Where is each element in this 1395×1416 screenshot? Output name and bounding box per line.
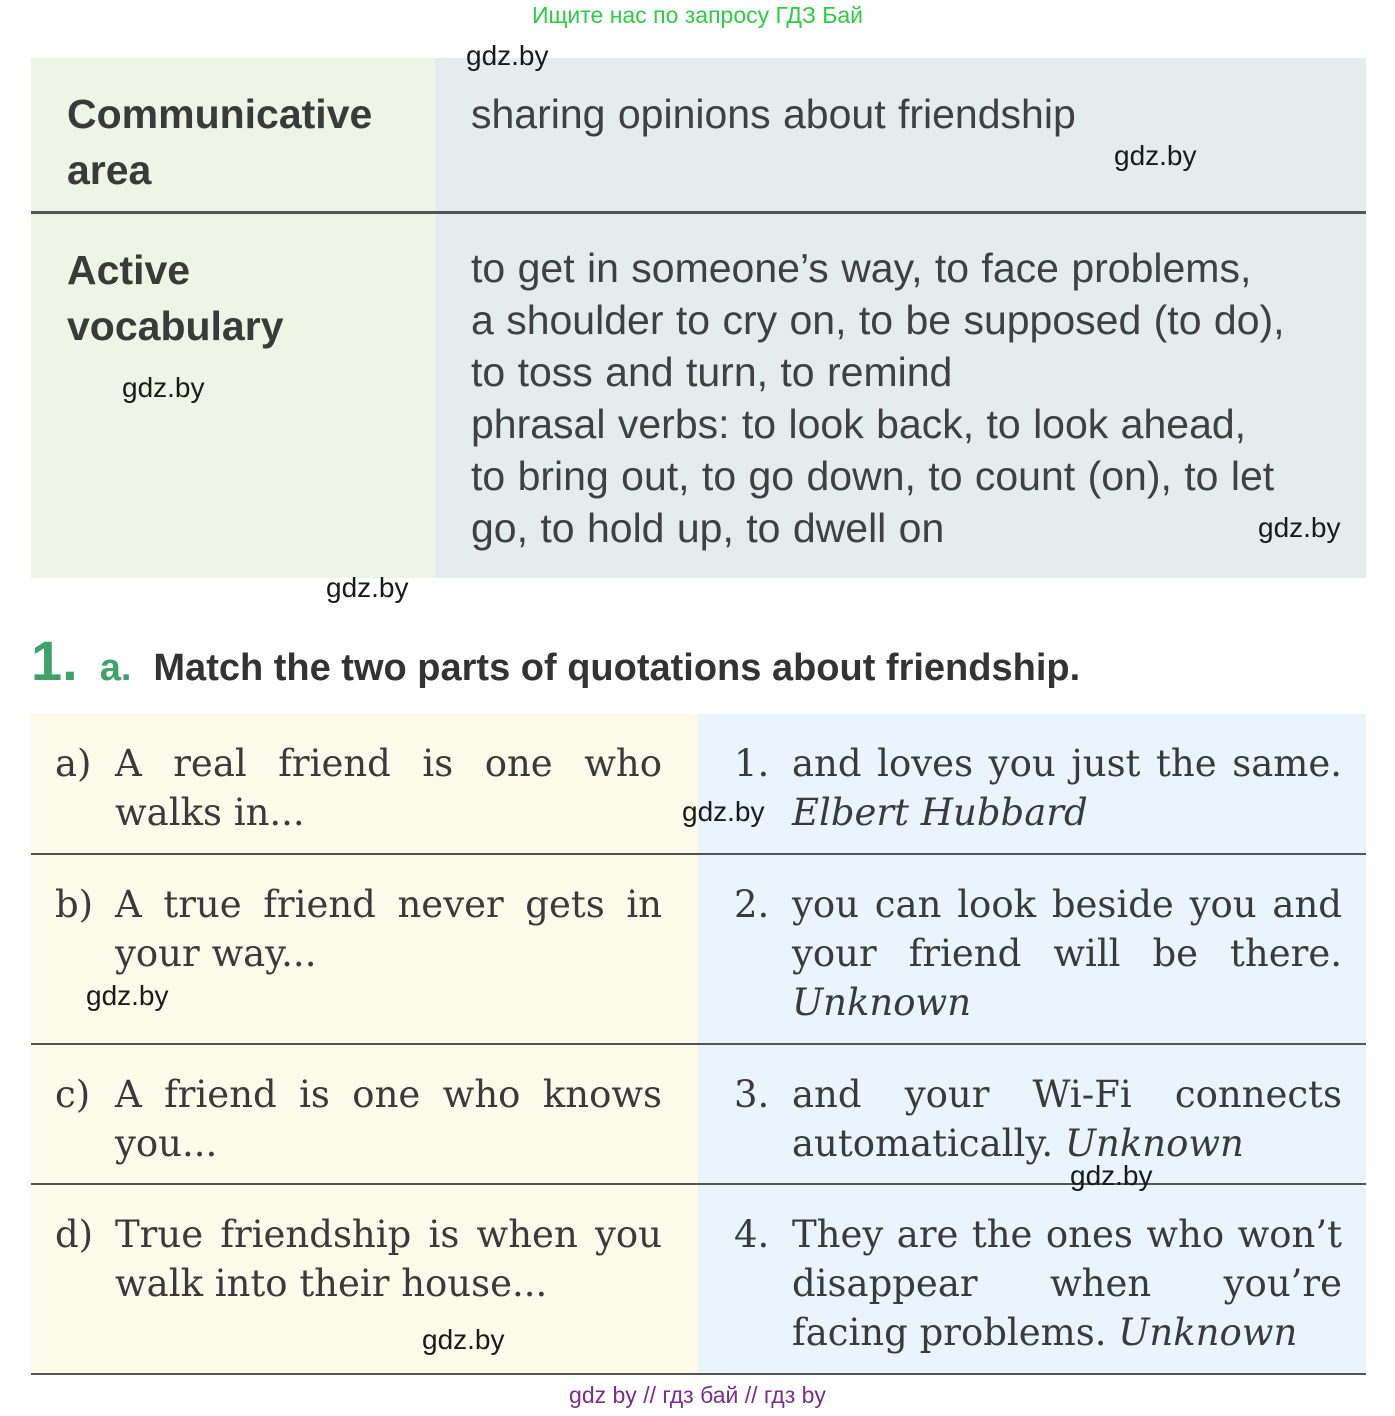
quote-beginning <box>31 1045 698 1183</box>
vocab-line: to toss and turn, to remind <box>471 349 953 395</box>
quote-author: Elbert Hubbard <box>792 791 1088 834</box>
watermark: gdz.by <box>326 572 409 603</box>
communicative-area-row <box>31 58 1366 214</box>
quote-beginning-label: d) <box>55 1213 94 1256</box>
watermark: gdz.by <box>466 40 549 71</box>
active-vocabulary-row <box>31 214 1366 578</box>
quote-ending-text <box>792 880 1342 1043</box>
quote-ending-text <box>792 1210 1342 1373</box>
task-letter: a. <box>99 647 132 689</box>
quote-ending-label: 1. <box>734 742 770 785</box>
quote-beginning <box>31 1185 698 1373</box>
quote-beginning <box>31 855 698 1043</box>
vocab-line: a shoulder to cry on, to be supposed (to do), <box>471 297 1285 343</box>
top-banner[interactable]: Ищите нас по запросу ГДЗ Бай <box>531 2 864 28</box>
quote-beginning-label: b) <box>55 883 94 926</box>
vocab-line: go, to hold up, to dwell on <box>471 505 945 551</box>
task-number: 1. <box>31 629 78 692</box>
quote-author: Unknown <box>1118 1311 1298 1354</box>
quote-row <box>31 855 1366 1045</box>
quote-ending <box>698 714 1366 853</box>
bottom-banner[interactable]: gdz by // гдз бай // гдз by <box>569 1382 826 1408</box>
quote-ending <box>698 1045 1366 1183</box>
quote-ending-body: and your Wi-Fi connects automatically. <box>792 1073 1342 1165</box>
quote-ending <box>698 1185 1366 1373</box>
quote-ending-text <box>792 739 1342 853</box>
quote-beginning-text: A real friend is one who walks in... <box>115 742 662 834</box>
active-vocabulary-label: Active vocabulary <box>31 214 435 578</box>
watermark: gdz.by <box>122 372 205 403</box>
watermark: gdz.by <box>422 1324 505 1355</box>
quote-author: Unknown <box>792 981 972 1024</box>
watermark: gdz.by <box>1258 512 1341 543</box>
watermark: gdz.by <box>682 796 765 827</box>
quote-beginning-text: True friendship is when you walk into their house... <box>115 1213 662 1305</box>
quote-ending-body: and loves you just the same. <box>792 742 1342 785</box>
quote-ending-label: 3. <box>734 1073 770 1116</box>
quote-beginning-text: A friend is one who knows you... <box>115 1073 662 1165</box>
task-instruction: Match the two parts of quotations about friendship. <box>153 647 1081 689</box>
vocab-line: to bring out, to go down, to count (on), to let <box>471 453 1275 499</box>
info-table <box>31 58 1366 578</box>
vocab-line: phrasal verbs: to look back, to look ahead, <box>471 401 1247 447</box>
communicative-area-label: Communicative area <box>31 58 435 211</box>
quote-row <box>31 1185 1366 1375</box>
task-heading <box>31 628 1080 693</box>
vocab-line: to get in someone’s way, to face problems, <box>471 245 1252 291</box>
quote-beginning-text: A true friend never gets in your way... <box>115 883 662 975</box>
watermark: gdz.by <box>1114 140 1197 171</box>
quote-row <box>31 1045 1366 1185</box>
quote-author: Unknown <box>1064 1122 1244 1165</box>
quote-ending-label: 4. <box>734 1213 770 1256</box>
quote-row <box>31 714 1366 855</box>
watermark: gdz.by <box>86 980 169 1011</box>
communicative-area-text: sharing opinions about friendship <box>435 58 1366 211</box>
quote-ending-body: They are the ones who won’t disappear when you’re facing problems. <box>792 1213 1342 1354</box>
quote-ending-body: you can look beside you and your friend will be there. <box>792 883 1342 975</box>
active-vocabulary-text <box>435 214 1366 578</box>
watermark: gdz.by <box>1070 1160 1153 1191</box>
quote-beginning-label: a) <box>55 742 92 785</box>
quote-ending <box>698 855 1366 1043</box>
quote-ending-text <box>792 1070 1342 1183</box>
quote-beginning <box>31 714 698 853</box>
quote-beginning-label: c) <box>55 1073 91 1116</box>
quote-ending-label: 2. <box>734 883 770 926</box>
